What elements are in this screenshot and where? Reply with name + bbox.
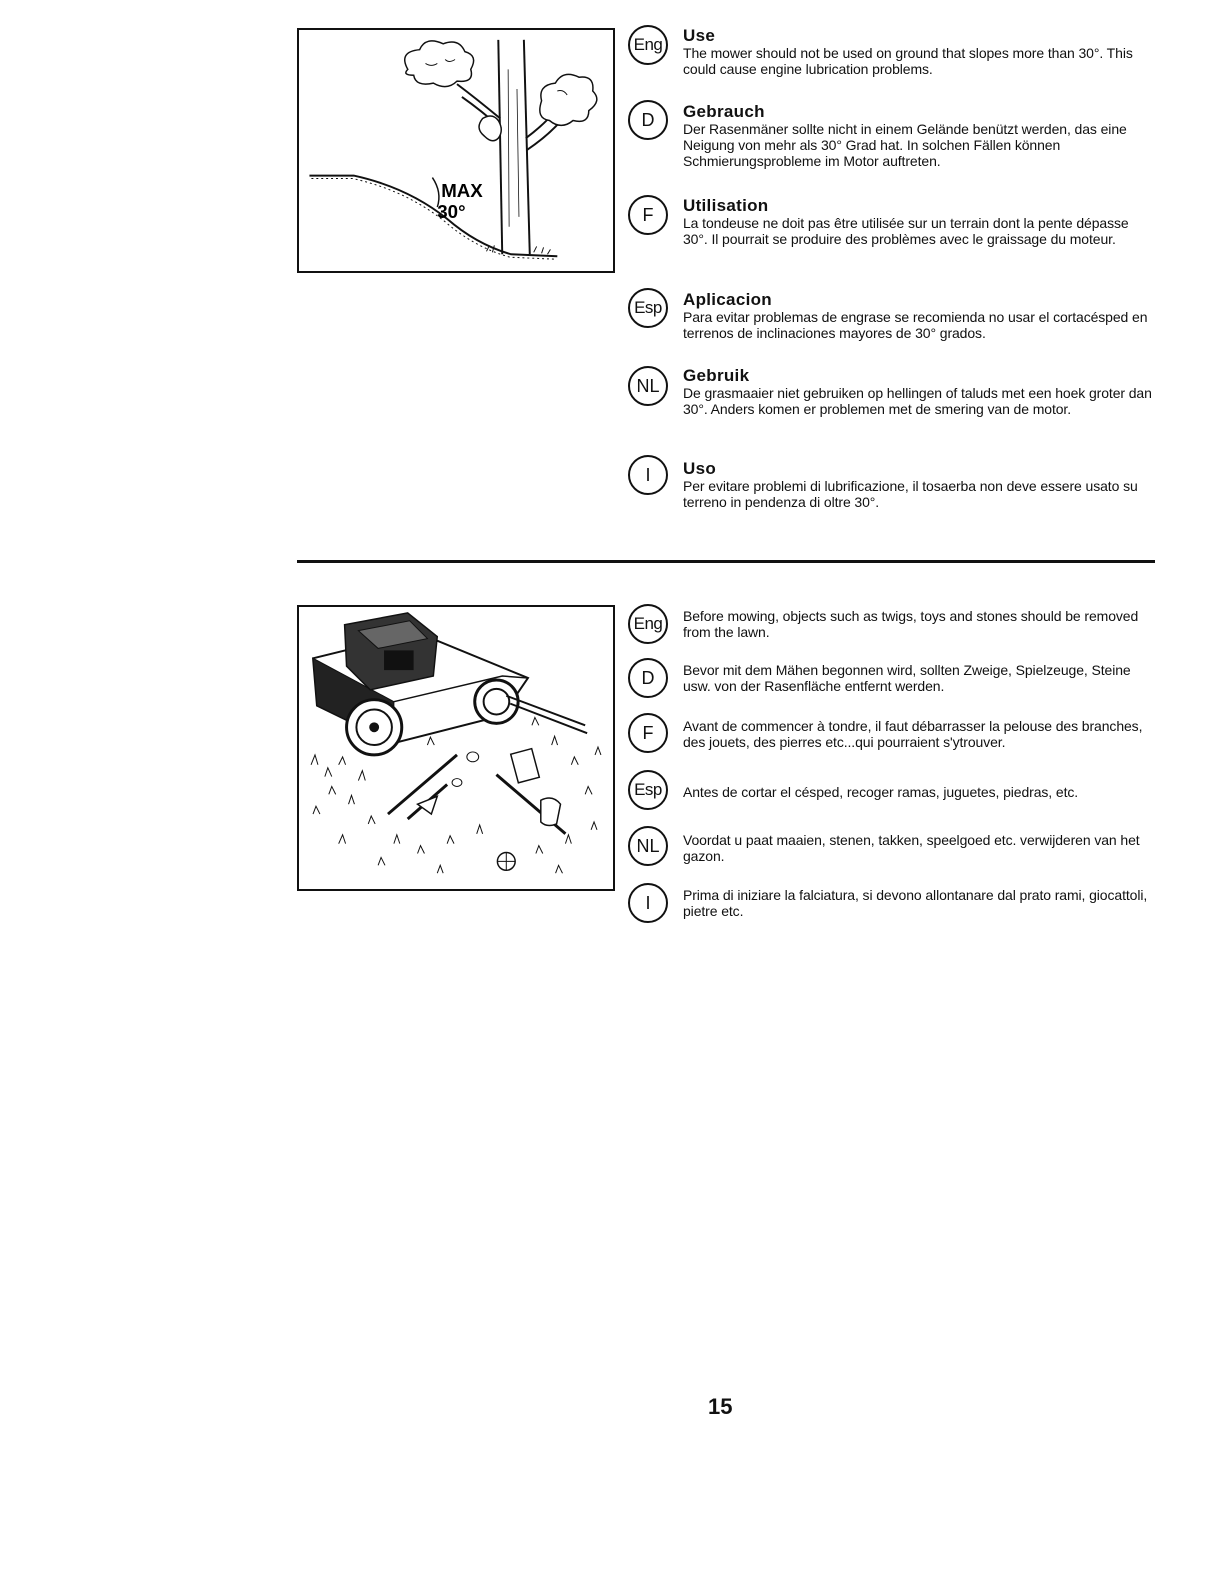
text-utilisation: La tondeuse ne doit pas être utilisée sur un terrain dont la pente dépasse 30°. Il pourrait se produire des problèmes avec le graissage du moteur. xyxy=(683,215,1129,247)
page-number: 15 xyxy=(708,1394,733,1419)
angle-label-degrees: 30° xyxy=(437,200,466,222)
language-badge-nl-2: NL xyxy=(628,826,668,866)
text-uso: Per evitare problemi di lubrificazione, il tosaerba non deve essere usato su terreno in pendenza di oltre 30°. xyxy=(683,478,1138,510)
entry-eng-use xyxy=(683,26,1157,77)
text-use: The mower should not be used on ground that slopes more than 30°. This could cause engine lubrication problems. xyxy=(683,45,1133,77)
language-badge-nl: NL xyxy=(628,366,668,406)
entry-esp-aplicacion xyxy=(683,290,1157,341)
language-badge-i-2: I xyxy=(628,883,668,923)
entry-eng-remove-objects xyxy=(683,608,1157,640)
text-gebrauch: Der Rasenmäner sollte nicht in einem Gelände benützt werden, das eine Neigung von mehr als 30° Grad hat. In solchen Fällen können Schmierungsprobleme im Motor auftreten. xyxy=(683,121,1127,169)
text-i-remove-objects: Prima di iniziare la falciatura, si devono allontanare dal prato rami, giocattoli, pietre etc. xyxy=(683,887,1148,919)
entry-f-utilisation xyxy=(683,196,1157,247)
text-aplicacion: Para evitar problemas de engrase se recomienda no usar el cortacésped en terrenos de inclinaciones mayores de 30° grados. xyxy=(683,309,1148,341)
text-f-remove-objects: Avant de commencer à tondre, il faut débarrasser la pelouse des branches, des jouets, des pierres etc...qui pourraient s'ytrouver. xyxy=(683,718,1143,750)
slope-tree-drawing xyxy=(299,30,613,271)
language-badge-esp-2: Esp xyxy=(628,770,668,810)
entry-esp-remove-objects xyxy=(683,784,1157,800)
language-badge-f: F xyxy=(628,195,668,235)
heading-use: Use xyxy=(683,26,716,45)
text-nl-remove-objects: Voordat u paat maaien, stenen, takken, speelgoed etc. verwijderen van het gazon. xyxy=(683,832,1140,864)
language-badge-f-2: F xyxy=(628,713,668,753)
mower-lawn-drawing xyxy=(299,607,613,889)
heading-uso: Uso xyxy=(683,459,717,478)
language-badge-esp: Esp xyxy=(628,288,668,328)
slope-illustration xyxy=(297,28,615,273)
angle-label-max: MAX xyxy=(441,180,483,202)
entry-d-gebrauch xyxy=(683,102,1157,169)
entry-nl-remove-objects xyxy=(683,832,1157,864)
heading-gebruik: Gebruik xyxy=(683,366,750,385)
heading-gebrauch: Gebrauch xyxy=(683,102,765,121)
text-gebruik: De grasmaaier niet gebruiken op hellingen of taluds met een hoek groter dan 30°. Anders komen er problemen met de smering van de motor. xyxy=(683,385,1152,417)
language-badge-eng-2: Eng xyxy=(628,604,668,644)
language-badge-d: D xyxy=(628,100,668,140)
entry-f-remove-objects xyxy=(683,718,1157,750)
entry-i-remove-objects xyxy=(683,887,1157,919)
mower-debris-illustration xyxy=(297,605,615,891)
heading-aplicacion: Aplicacion xyxy=(683,290,772,309)
heading-utilisation: Utilisation xyxy=(683,196,769,215)
entry-nl-gebruik xyxy=(683,366,1157,417)
entry-i-uso xyxy=(683,459,1157,510)
section-divider xyxy=(297,560,1155,563)
language-badge-d-2: D xyxy=(628,658,668,698)
text-eng-remove-objects: Before mowing, objects such as twigs, toys and stones should be removed from the lawn. xyxy=(683,608,1139,640)
language-badge-i: I xyxy=(628,455,668,495)
text-esp-remove-objects: Antes de cortar el césped, recoger ramas, juguetes, piedras, etc. xyxy=(683,784,1079,800)
language-badge-eng: Eng xyxy=(628,25,668,65)
entry-d-remove-objects xyxy=(683,662,1157,694)
text-d-remove-objects: Bevor mit dem Mähen begonnen wird, sollten Zweige, Spielzeuge, Steine usw. von der Rasenfläche entfernt werden. xyxy=(683,662,1131,694)
